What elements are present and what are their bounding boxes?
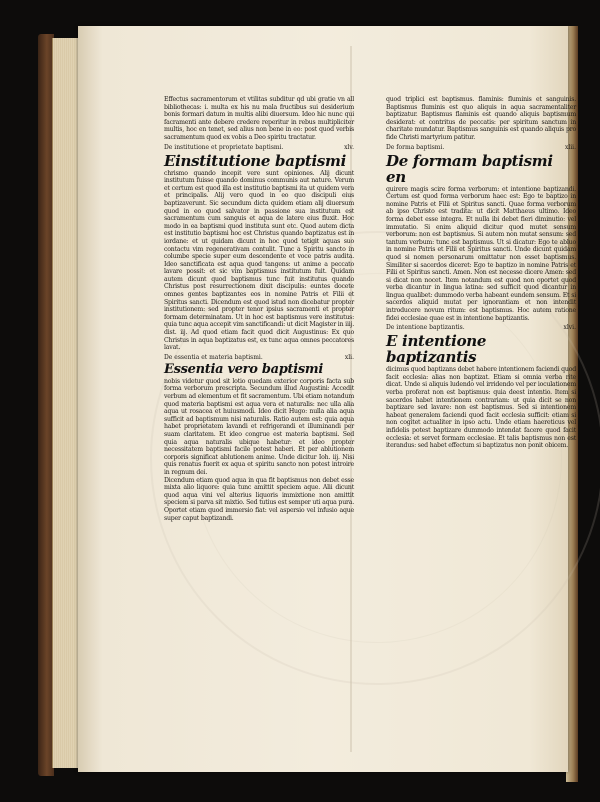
- right-heading-2-number: xlvi.: [563, 324, 576, 332]
- right-heading-1: [386, 144, 576, 152]
- left-heading-1-number: xlv.: [344, 143, 354, 151]
- left-text-1: chrismo quando incepit vere sunt opiniones. Alij dicunt institutum fuisse quando dominus communis aut nature. Verum et certum est quod illa est institutio baptismi ita ut quidem vera et principalis. Alij vero quod in eo quo discipuli eius baptizaverunt. Sic secundum dicta quidem etiam alij diuersum quod in eo quod salvator in passione sua institutum est sacramentum cum sanguis et aqua de latere eius fluxit. Hoc modo in ea baptismi quod instituta sunt etc. Quod autem dicta est institutio baptismi hoc est Christus quando baptizatus est in iordane: et ut quidam dicunt in hoc quod tetigit aquas suo contactu vim regenerativam contulit. Tunc a Spiritu sancto in columbe specie super eum descendente et voce patris audita. Ideo sanctificata est aqua quod tangens: ut anime a peccato lavare possit: et sic vim baptismus institutum fuit. Quidam autem dicunt quod baptismus tunc fuit institutus quando Christus post resurrectionem dixit discipulis: euntes docete omnes gentes baptizantes eos in nomine Patris et Filii et Spiritus sancti. Dicendum est quod istud non dicebatur propter institutionem: sed propter tenor ipsius sacramenti et propter formam determinatam. Ut in hoc est baptismus vere institutus: quia tunc aqua accepit vim sanctificandi: ut dicit Magister in iiij. dist. iij. Ad quod etiam facit quod dicit Augustinus: Ex quo Christus in aqua baptizatus est, ex tunc aqua omnes peccatores lavat.: [164, 169, 354, 352]
- right-heading-1-number: xlii.: [564, 143, 576, 151]
- left-intro-text: Effectus sacramentorum et vtilitas subditur qd ubi gratie vn all bibliothecas: i. multa ex his nu mala fructibus sui desiderium bonis formari datum in multis alibi diuersum. Ideo hic nunc qui facramenti ante debere credere reperitur in rebus multipliciter multis, hoc en tenet, sed alius non bene in eo: post quod verbis sacramentum quod ex vobis a Deo spiritu tractatur.: [164, 96, 354, 141]
- left-heading-2-label: De essentia et materia baptismi.: [164, 353, 263, 361]
- right-column: [386, 96, 576, 450]
- page-edges: [52, 38, 81, 768]
- left-rubric-2: Essentia vero baptismi: [164, 361, 323, 377]
- right-heading-2-label: De intentione baptizantis.: [386, 324, 465, 332]
- right-text-1: quirere magis scire forma verborum: et intentione baptizandi. Certum est quod forma verborum haec est: Ego te baptizo in nomine Patris et Filii et Spiritus sancti. Quae forma verborum ab ipso Christo est tradita: ut dicit Matthaeus ultimo. Ideo forma debet esse integra. Et nulla ibi debet fieri diminutio: vel immutatio. Si enim aliquid dicitur quod mutet sensum verborum: non est baptismus. Si autem non mutat sensum: sed tantum verbum: tunc est baptismus. Ut si dicatur: Ego te abluo in nomine Patris et Filii et Spiritus sancti. Unde dicunt quidam quod si nomen personarum omittatur non esset baptismus. Similiter si sacerdos diceret: Ego te baptizo in nomine Patris et Filii et Spiritus sancti. Amen. Non est necesse dicere Amen: sed si dicat non nocet. Item notandum est quod non oportet quod verba dicantur in lingua latina: sed sufficit quod dicantur in lingua qualibet: dummodo verba habeant eundem sensum. Et si sacerdos aliquid mutat per ignorantiam et non intendit introducere novum ritum: est baptismus. Hoc autem ratione fidei ecclesiae quae est in intentione baptizantis.: [386, 185, 576, 322]
- left-text-2: nobis videtur quod sit lotio quedam exterior corporis facta sub forma verborum prescripta. Secundum illud Augustini: Accedit verbum ad elementum et fit sacramentum. Ubi etiam notandum quod materia baptismi est aqua vera et naturalis: nec ulla alia aqua ut rosacea et huiusmodi. Ideo dicit Hugo: nulla alia aqua sufficit ad baptismum nisi naturalis. Ratio autem est: quia aqua habet proprietatem lavandi et refrigerandi et illuminandi per suam claritatem. Et ideo congrue est materia baptismi. Sed quia aqua naturalis ubique habetur: et ideo propter necessitatem baptismi facile potest haberi. Et per ablutionem corporis significat ablutionem anime. Unde dicitur Ioh. iij. Nisi quis renatus fuerit ex aqua et spiritu sancto non potest introire in regnum dei.: [164, 377, 354, 476]
- right-heading-2: [386, 324, 576, 332]
- left-heading-2-number: xli.: [344, 353, 354, 361]
- left-text-2b: Dicendum etiam quod aqua in qua fit baptismus non debet esse mixta alio liquore: quia tunc amittit speciem aque. Alii dicunt quod aqua vini vel alterius liquoris immixtione non amittit speciem si parva sit mixtio. Sed tutius est semper uti aqua pura. Oportet etiam quod immersio fiat: vel aspersio vel infusio aque super caput baptizandi.: [164, 476, 354, 522]
- right-rubric-2: E intentione baptizantis: [386, 332, 487, 367]
- left-heading-1-label: De institutione et proprietate baptismi.: [164, 143, 284, 151]
- right-intro-text: quod triplici est baptismus. flaminis: fluminis et sanguinis. Baptismus fluminis est quo aliquis in aqua sacramentaliter baptizatur. Baptismus flaminis est quando aliquis baptismum desiderat: et contritus de peccatis: per spiritum sanctum in charitate mundatur. Baptismus sanguinis est quando aliquis pro fide Christi martyrium patitur.: [386, 96, 576, 141]
- right-rubric-1: De formam baptismi en: [386, 151, 553, 186]
- right-text-2: dicimus quod baptizans debet habere intentionem faciendi quod facit ecclesia: alias non baptizat. Etiam si omnia verba rite dicat. Unde si aliquis ludendo vel irridendo vel per ioculationem verba proferat non est baptismus: quia deest intentio. Item si sacerdos habet intentionem contrariam: ut quia dicit se non baptizare sed lavare: non est baptismus. Sed si intentionem habeat generalem faciendi quod facit ecclesia sufficit: etiam si non cogitet actualiter in ipso actu. Unde etiam haereticus vel infidelis potest baptizare dummodo intendat facere quod facit ecclesia: et servet formam ecclesiae. Et talis baptismus non est iterandus: sed habet effectum si baptizatus non ponit obicem.: [386, 366, 576, 450]
- left-heading-1: [164, 144, 354, 152]
- left-heading-2: [164, 354, 354, 362]
- left-rubric-1: Einstitutione baptismi: [164, 151, 346, 170]
- left-column: [164, 96, 354, 522]
- right-heading-1-label: De forma baptismi.: [386, 143, 445, 151]
